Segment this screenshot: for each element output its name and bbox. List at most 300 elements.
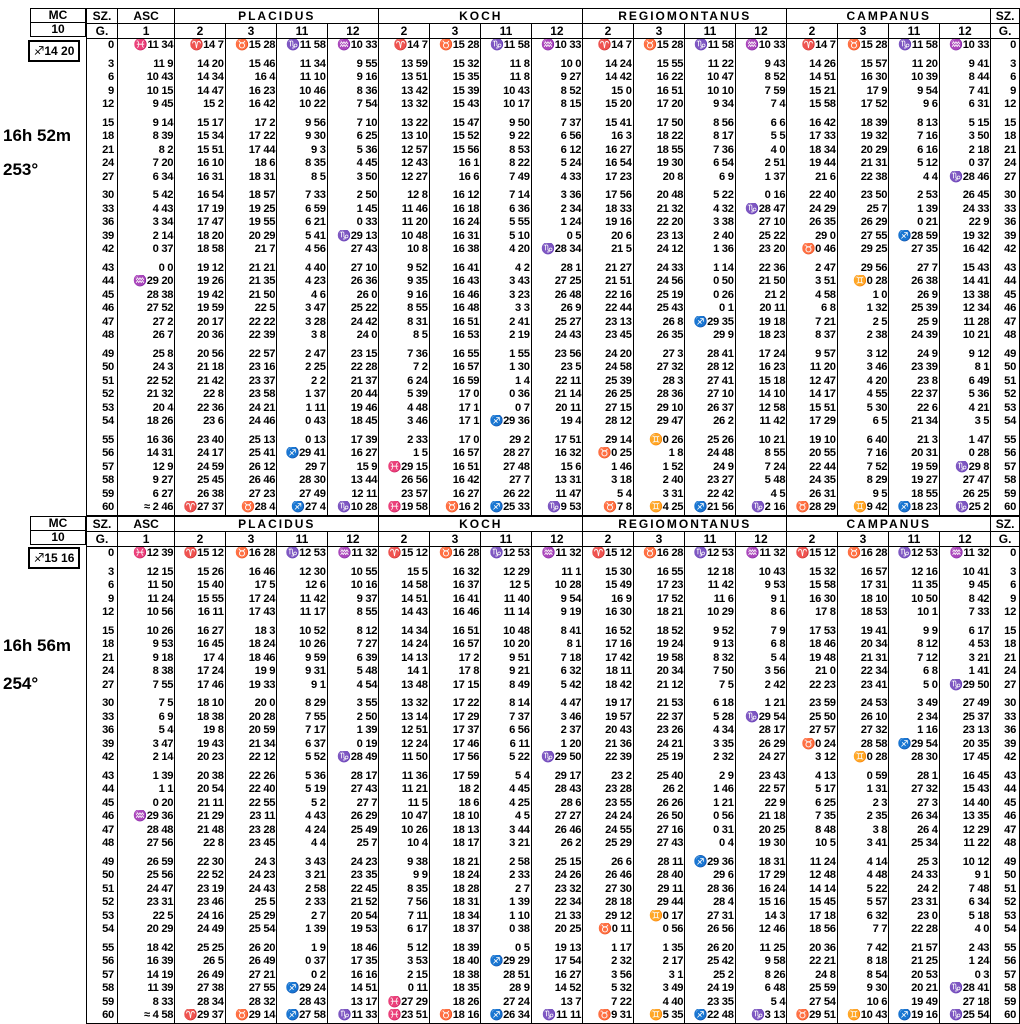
cusp-cell: 21 7 [225,243,277,257]
cusp-cell: 11 24 [787,851,837,870]
cusp-cell: 17 37 [429,724,481,738]
cusp-cell: 14 1 [379,665,429,679]
cusp-cell: 11 22 [939,837,991,851]
cusp-cell: 28 1 [531,257,583,276]
cusp-cell: 12 8 [379,184,429,203]
cusp-cell: 1 39 [889,203,939,217]
cusp-cell: 9 52 [379,257,429,276]
latitude-cell: 12 [991,98,1020,112]
cusp-cell: ♐29 41 [277,447,327,461]
cusp-cell: 12 11 [327,488,379,502]
table-row [87,501,1020,515]
cusp-cell: 13 51 [379,71,429,85]
cusp-cell: 28 34 [175,996,225,1010]
degree-1: 253° [3,160,39,179]
cusp-cell: 11 6 [685,593,735,607]
cusp-cell: 23 16 [225,361,277,375]
cusp-cell: 18 46 [225,652,277,666]
latitude-cell: 48 [991,837,1020,851]
cusp-cell: 4 33 [531,171,583,185]
cusp-cell: 7 36 [379,343,429,362]
cusp-cell: 21 0 [787,665,837,679]
table-row [87,910,1020,924]
cusp-cell: 13 44 [327,474,379,488]
cusp-cell: 1 21 [735,692,787,711]
cusp-cell: 7 18 [531,652,583,666]
cusp-cell: ♑28 41 [939,982,991,996]
cusp-cell: 18 46 [327,937,379,956]
cusp-cell: ♒10 33 [327,39,379,53]
cusp-cell: 5 42 [117,184,174,203]
cusp-cell: 4 40 [633,996,685,1010]
cusp-cell: 18 38 [175,711,225,725]
cusp-cell: 11 9 [117,53,174,72]
cusp-cell: 16 32 [429,561,481,580]
cusp-cell: 20 34 [837,638,889,652]
cusp-cell: 20 55 [787,447,837,461]
latitude-cell: 60 [991,1009,1020,1023]
cusp-cell: 16 41 [429,593,481,607]
cusp-cell: ♓12 39 [117,547,174,561]
cusp-cell: ♑11 11 [531,1009,583,1023]
system-header-placidus: PLACIDUS [175,517,379,532]
cusp-cell: 28 36 [685,883,735,897]
cusp-cell: 11 42 [685,579,735,593]
cusp-cell: 4 5 [735,488,787,502]
cusp-cell: 1 39 [277,923,327,937]
cusp-cell: 22 57 [225,343,277,362]
cusp-cell: 22 52 [175,869,225,883]
cusp-cell: 23 0 [889,910,939,924]
latitude-cell: 48 [87,837,118,851]
cusp-cell: 18 20 [175,230,225,244]
house-col-header: 12 [939,24,991,39]
cusp-cell: ♑29 50 [531,751,583,765]
cusp-cell: 21 53 [633,692,685,711]
cusp-cell: 18 33 [583,203,633,217]
cusp-cell: ♉28 29 [787,501,837,515]
cusp-cell: 14 10 [735,388,787,402]
cusp-cell: 5 55 [481,216,531,230]
cusp-cell: 4 56 [277,243,327,257]
cusp-cell: 18 46 [787,638,837,652]
cusp-cell: 0 56 [685,810,735,824]
cusp-cell: 23 45 [225,837,277,851]
latitude-cell: 33 [991,711,1020,725]
cusp-cell: 16 36 [117,429,174,448]
cusp-cell: 3 21 [277,869,327,883]
latitude-cell: 46 [87,810,118,824]
cusp-cell: 23 46 [175,896,225,910]
cusp-cell: ♉0 24 [787,738,837,752]
cusp-cell: ♐29 36 [685,851,735,870]
latitude-cell: 51 [87,375,118,389]
latitude-cell: 43 [87,257,118,276]
cusp-cell: 24 47 [117,883,174,897]
table-row [87,343,1020,362]
cusp-cell: 8 49 [481,679,531,693]
cusp-cell: 24 53 [837,692,889,711]
cusp-cell: ♑29 54 [735,711,787,725]
cusp-cell: ♉16 28 [837,547,889,561]
cusp-cell: 23 39 [889,361,939,375]
cusp-cell: 19 42 [175,289,225,303]
cusp-cell: 22 36 [735,257,787,276]
cusp-cell: 17 5 [225,579,277,593]
cusp-cell: 24 21 [225,402,277,416]
cusp-cell: 7 33 [277,184,327,203]
latitude-cell: 9 [87,593,118,607]
latitude-cell: 52 [87,388,118,402]
cusp-cell: 13 38 [939,289,991,303]
cusp-cell: 2 15 [379,969,429,983]
cusp-cell: 10 48 [481,620,531,639]
cusp-cell: 25 41 [225,447,277,461]
cusp-cell: 18 53 [837,606,889,620]
cusp-cell: ♊5 35 [633,1009,685,1023]
latitude-cell: 56 [87,955,118,969]
cusp-cell: 18 22 [633,130,685,144]
cusp-cell: 26 45 [939,184,991,203]
cusp-cell: 17 29 [429,711,481,725]
table-row [87,1009,1020,1023]
cusp-cell: 6 36 [481,203,531,217]
cusp-cell: 20 34 [633,665,685,679]
cusp-cell: ♒11 32 [327,547,379,561]
cusp-cell: 3 50 [939,130,991,144]
cusp-cell: 9 54 [531,593,583,607]
table-row [87,955,1020,969]
cusp-cell: 29 12 [583,910,633,924]
cusp-cell: 22 45 [327,883,379,897]
table-row [87,969,1020,983]
cusp-cell: 2 53 [889,184,939,203]
latitude-cell: 59 [87,488,118,502]
cusp-cell: 29 56 [837,257,889,276]
cusp-cell: 16 42 [939,243,991,257]
cusp-cell: 27 55 [225,982,277,996]
cusp-cell: 7 36 [685,144,735,158]
cusp-cell: 4 0 [735,144,787,158]
cusp-cell: 20 0 [225,692,277,711]
cusp-cell: 2 33 [481,869,531,883]
cusp-cell: 11 47 [531,488,583,502]
cusp-cell: ♒10 33 [735,39,787,53]
table-row [87,982,1020,996]
cusp-cell: ♒10 33 [531,39,583,53]
house-col-header: 2 [583,532,633,547]
cusp-cell: 15 52 [429,130,481,144]
cusp-cell: 17 45 [939,751,991,765]
cusp-cell: 5 36 [277,765,327,784]
cusp-cell: 22 37 [889,388,939,402]
latitude-cell: 24 [87,157,118,171]
cusp-cell: 8 55 [735,447,787,461]
cusp-cell: 24 26 [531,869,583,883]
table-row [87,547,1020,561]
cusp-cell: 25 40 [633,765,685,784]
latitude-cell: 42 [991,751,1020,765]
latitude-cell: 45 [991,797,1020,811]
cusp-cell: 3 31 [633,488,685,502]
latitude-cell: 46 [991,302,1020,316]
cusp-cell: 16 11 [175,606,225,620]
cusp-cell: 21 31 [837,652,889,666]
cusp-cell: 25 19 [633,751,685,765]
cusp-cell: 25 29 [583,837,633,851]
cusp-cell: 28 9 [481,982,531,996]
cusp-cell: 16 53 [429,329,481,343]
cusp-cell: 15 2 [175,98,225,112]
cusp-cell: 16 42 [225,98,277,112]
table-row [87,157,1020,171]
cusp-cell: 6 9 [685,171,735,185]
latitude-cell: 43 [87,765,118,784]
cusp-cell: 15 45 [787,896,837,910]
cusp-cell: 9 53 [117,638,174,652]
latitude-cell: 58 [991,982,1020,996]
cusp-cell: 1 24 [939,955,991,969]
cusp-cell: 8 37 [787,329,837,343]
cusp-cell: 21 32 [633,203,685,217]
cusp-cell: 15 35 [429,71,481,85]
cusp-cell: 21 12 [633,679,685,693]
cusp-cell: 6 34 [117,171,174,185]
cusp-cell: 7 48 [939,883,991,897]
sz-header: SZ. [87,9,118,24]
cusp-cell: 7 20 [117,157,174,171]
mc-label: MC [48,516,68,530]
cusp-cell: 24 33 [633,257,685,276]
cusp-cell: 14 13 [379,652,429,666]
cusp-cell: 25 9 [889,316,939,330]
cusp-cell: 5 18 [939,910,991,924]
latitude-cell: 21 [991,144,1020,158]
cusp-cell: 24 55 [583,824,633,838]
cusp-cell: 6 56 [481,724,531,738]
cusp-cell: 25 43 [633,302,685,316]
cusp-cell: ♑28 46 [939,171,991,185]
cusp-cell: 20 8 [633,171,685,185]
cusp-cell: 1 39 [327,724,379,738]
cusp-cell: 0 20 [117,797,174,811]
cusp-cell: 18 40 [429,955,481,969]
cusp-cell: 22 6 [889,402,939,416]
cusp-cell: 0 31 [685,824,735,838]
latitude-cell: 33 [87,203,118,217]
cusp-cell: 23 32 [531,883,583,897]
cusp-cell: 18 24 [225,638,277,652]
cusp-cell: 20 56 [175,343,225,362]
cusp-cell: 1 11 [277,402,327,416]
latitude-cell: 9 [991,593,1020,607]
cusp-cell: 18 55 [889,488,939,502]
cusp-cell: 17 18 [787,910,837,924]
cusp-cell: 17 8 [429,665,481,679]
cusp-cell: 28 41 [685,343,735,362]
cusp-cell: 23 5 [531,361,583,375]
cusp-cell: 26 2 [633,783,685,797]
latitude-cell: 52 [991,388,1020,402]
cusp-cell: 17 9 [837,85,889,99]
cusp-cell: 9 35 [379,275,429,289]
cusp-cell: 9 21 [481,665,531,679]
cusp-cell: 27 16 [633,824,685,838]
cusp-cell: 27 10 [327,257,379,276]
cusp-cell: 25 25 [175,937,225,956]
cusp-cell: 11 42 [735,415,787,429]
cusp-cell: 2 25 [277,361,327,375]
cusp-cell: 18 39 [837,112,889,131]
latitude-cell: 18 [991,638,1020,652]
cusp-cell: ♉0 46 [787,243,837,257]
sz-subheader: G. [87,24,118,39]
cusp-cell: 21 11 [175,797,225,811]
cusp-cell: 13 31 [531,474,583,488]
cusp-cell: 0 4 [685,837,735,851]
latitude-cell: 39 [991,738,1020,752]
cusp-cell: 28 27 [481,447,531,461]
cusp-cell: 21 27 [583,257,633,276]
latitude-cell: 15 [991,112,1020,131]
latitude-cell: 0 [991,39,1020,53]
latitude-cell: 47 [991,316,1020,330]
cusp-cell: 14 58 [379,579,429,593]
cusp-cell: 23 35 [327,869,379,883]
cusp-cell: 27 27 [531,810,583,824]
house-col-header: 2 [175,532,225,547]
latitude-cell: 57 [87,461,118,475]
cusp-cell: 25 7 [327,837,379,851]
table-row [87,579,1020,593]
cusp-cell: 2 7 [481,883,531,897]
table-row [87,289,1020,303]
cusp-cell: 27 57 [787,724,837,738]
cusp-cell: 19 59 [175,302,225,316]
cusp-cell: ♒11 32 [735,547,787,561]
cusp-cell: 16 48 [429,302,481,316]
cusp-cell: 14 19 [117,969,174,983]
cusp-cell: 17 1 [429,402,481,416]
cusp-cell: 17 24 [735,343,787,362]
table-row [87,203,1020,217]
cusp-cell: 10 43 [117,71,174,85]
cusp-cell: 9 54 [889,85,939,99]
house-col-header: 11 [277,24,327,39]
cusp-cell: 24 17 [175,447,225,461]
house-col-header: 11 [889,24,939,39]
cusp-cell: 26 2 [531,837,583,851]
cusp-cell: 3 8 [277,329,327,343]
cusp-cell: 18 23 [735,329,787,343]
latitude-cell: 30 [87,184,118,203]
latitude-cell: 60 [991,501,1020,515]
table-row [87,665,1020,679]
cusp-cell: 18 35 [429,982,481,996]
house-col-header: 12 [531,532,583,547]
cusp-cell: 18 26 [117,415,174,429]
cusp-cell: 10 4 [379,837,429,851]
cusp-cell: 6 16 [889,144,939,158]
table-row [87,230,1020,244]
latitude-cell: 39 [87,738,118,752]
cusp-cell: 8 38 [117,665,174,679]
cusp-cell: 23 8 [889,375,939,389]
cusp-cell: 2 58 [277,883,327,897]
cusp-cell: 23 56 [531,343,583,362]
cusp-cell: 18 24 [429,869,481,883]
house-col-header: 2 [175,24,225,39]
cusp-cell: 3 18 [583,474,633,488]
cusp-cell: 20 43 [583,724,633,738]
cusp-cell: 2 18 [939,144,991,158]
cusp-cell: 15 6 [531,461,583,475]
cusp-cell: 14 14 [787,883,837,897]
cusp-cell: 21 50 [735,275,787,289]
cusp-cell: 23 58 [225,388,277,402]
cusp-cell: ♉0 11 [583,923,633,937]
house-col-header: 2 [583,24,633,39]
cusp-cell: 1 37 [277,388,327,402]
cusp-cell: 8 56 [685,112,735,131]
cusp-cell: 3 28 [277,316,327,330]
cusp-cell: 16 55 [429,343,481,362]
cusp-cell: 24 58 [583,361,633,375]
cusp-cell: 9 52 [685,620,735,639]
table-row [87,620,1020,639]
cusp-cell: 23 26 [633,724,685,738]
cusp-cell: 26 37 [685,402,735,416]
cusp-cell: 22 40 [225,783,277,797]
cusp-cell: 8 54 [837,969,889,983]
cusp-cell: 16 22 [633,71,685,85]
cusp-cell: 7 52 [837,461,889,475]
cusp-cell: 9 43 [735,53,787,72]
latitude-cell: 6 [991,71,1020,85]
cusp-cell: 4 45 [481,783,531,797]
cusp-cell: 8 39 [117,130,174,144]
cusp-cell: ♐25 33 [481,501,531,515]
system-header-campanus: CAMPANUS [787,9,991,24]
cusp-cell: ♈14 7 [583,39,633,53]
cusp-cell: 10 41 [939,561,991,580]
cusp-cell: 16 45 [175,638,225,652]
cusp-cell: 4 13 [787,765,837,784]
cusp-cell: 3 12 [787,751,837,765]
cusp-cell: 21 50 [225,289,277,303]
cusp-cell: 26 48 [531,289,583,303]
cusp-cell: 18 34 [787,144,837,158]
cusp-cell: 10 8 [379,243,429,257]
cusp-cell: 14 17 [787,388,837,402]
cusp-cell: 4 48 [379,402,429,416]
cusp-cell: 27 23 [225,488,277,502]
cusp-cell: 7 4 [735,98,787,112]
cusp-cell: 6 34 [939,896,991,910]
cusp-cell: 5 39 [379,388,429,402]
cusp-cell: ♑28 34 [531,243,583,257]
cusp-cell: 22 44 [787,461,837,475]
table-row [87,474,1020,488]
table-row [87,402,1020,416]
cusp-cell: 9 34 [685,98,735,112]
cusp-cell: 19 55 [225,216,277,230]
table-row [87,53,1020,72]
cusp-cell: 24 23 [225,869,277,883]
cusp-cell: 2 47 [787,257,837,276]
cusp-cell: 15 17 [175,112,225,131]
cusp-cell: 7 56 [379,896,429,910]
